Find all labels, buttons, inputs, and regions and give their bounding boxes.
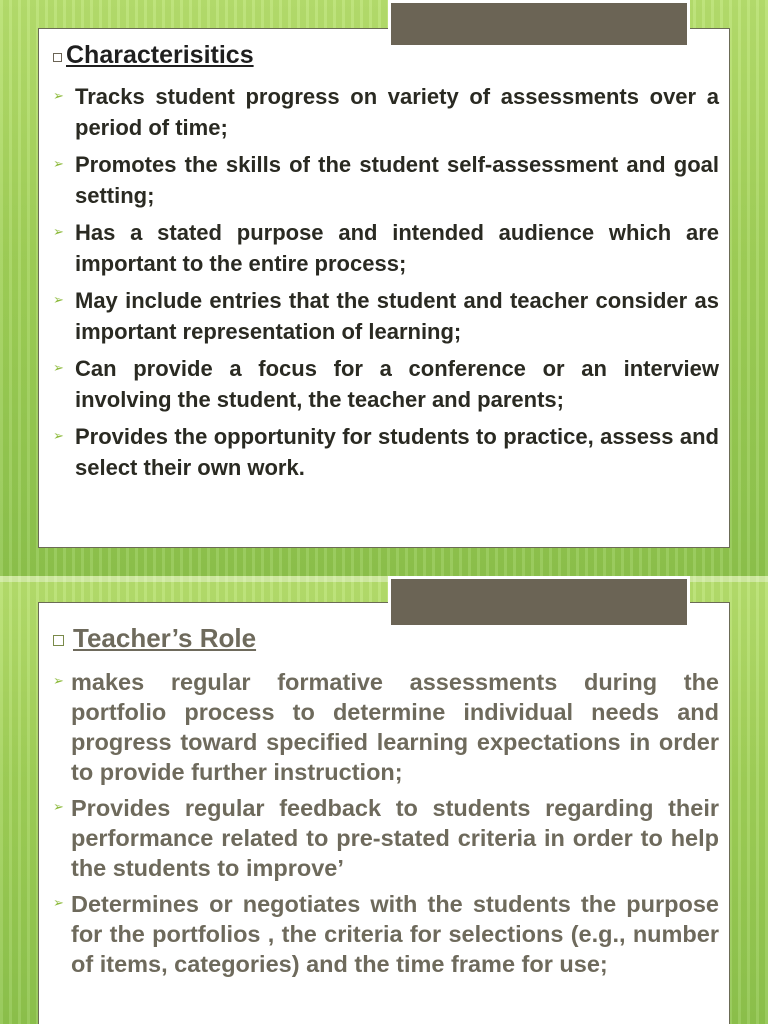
list-item xyxy=(53,421,719,483)
list-item xyxy=(53,285,719,347)
arrow-bullet-icon: ➢ xyxy=(53,156,64,171)
slide-1-bullet-list xyxy=(53,81,719,489)
arrow-bullet-icon: ➢ xyxy=(53,360,64,375)
list-item xyxy=(53,889,719,979)
bullet-text: Has a stated purpose and intended audience which are important to the entire process; xyxy=(75,220,719,276)
bullet-text: Tracks student progress on variety of assessments over a period of time; xyxy=(75,84,719,140)
slide-2-title-bar xyxy=(388,576,690,628)
list-item xyxy=(53,81,719,143)
arrow-bullet-icon: ➢ xyxy=(53,292,64,307)
list-item xyxy=(53,353,719,415)
bullet-text: May include entries that the student and teacher consider as important representation of learning; xyxy=(75,288,719,344)
bullet-text: Determines or negotiates with the students the purpose for the portfolios , the criteria for selections (e.g., number of items, categories) and the time frame for use; xyxy=(71,891,719,977)
bullet-text: Can provide a focus for a conference or an interview involving the student, the teacher and parents; xyxy=(75,356,719,412)
slide-2-heading-text: Teacher’s Role xyxy=(73,623,257,653)
slide-2-bullet-list xyxy=(53,667,719,985)
slide-1-title-bar xyxy=(388,0,690,48)
slide-2-heading xyxy=(53,623,256,654)
arrow-bullet-icon: ➢ xyxy=(53,895,64,910)
slide-teachers-role xyxy=(0,576,768,1024)
bullet-text: makes regular formative assessments during the portfolio process to determine individual needs and progress toward specified learning expectations in order to provide further instruction; xyxy=(71,669,719,785)
list-item xyxy=(53,667,719,787)
slide-1-content-box xyxy=(38,28,730,548)
square-bullet-icon xyxy=(53,53,62,62)
list-item xyxy=(53,793,719,883)
square-bullet-icon xyxy=(53,635,64,646)
arrow-bullet-icon: ➢ xyxy=(53,673,64,688)
slide-1-heading-text: Characterisitics xyxy=(66,41,254,69)
list-item xyxy=(53,217,719,279)
bullet-text: Provides regular feedback to students regarding their performance related to pre-stated criteria in order to help the students to improve’ xyxy=(71,795,719,881)
arrow-bullet-icon: ➢ xyxy=(53,428,64,443)
bullet-text: Promotes the skills of the student self-assessment and goal setting; xyxy=(75,152,719,208)
arrow-bullet-icon: ➢ xyxy=(53,799,64,814)
slide-1-heading xyxy=(53,41,254,70)
arrow-bullet-icon: ➢ xyxy=(53,224,64,239)
list-item xyxy=(53,149,719,211)
slide-2-content-box xyxy=(38,602,730,1024)
arrow-bullet-icon: ➢ xyxy=(53,88,64,103)
bullet-text: Provides the opportunity for students to practice, assess and select their own work. xyxy=(75,424,719,480)
